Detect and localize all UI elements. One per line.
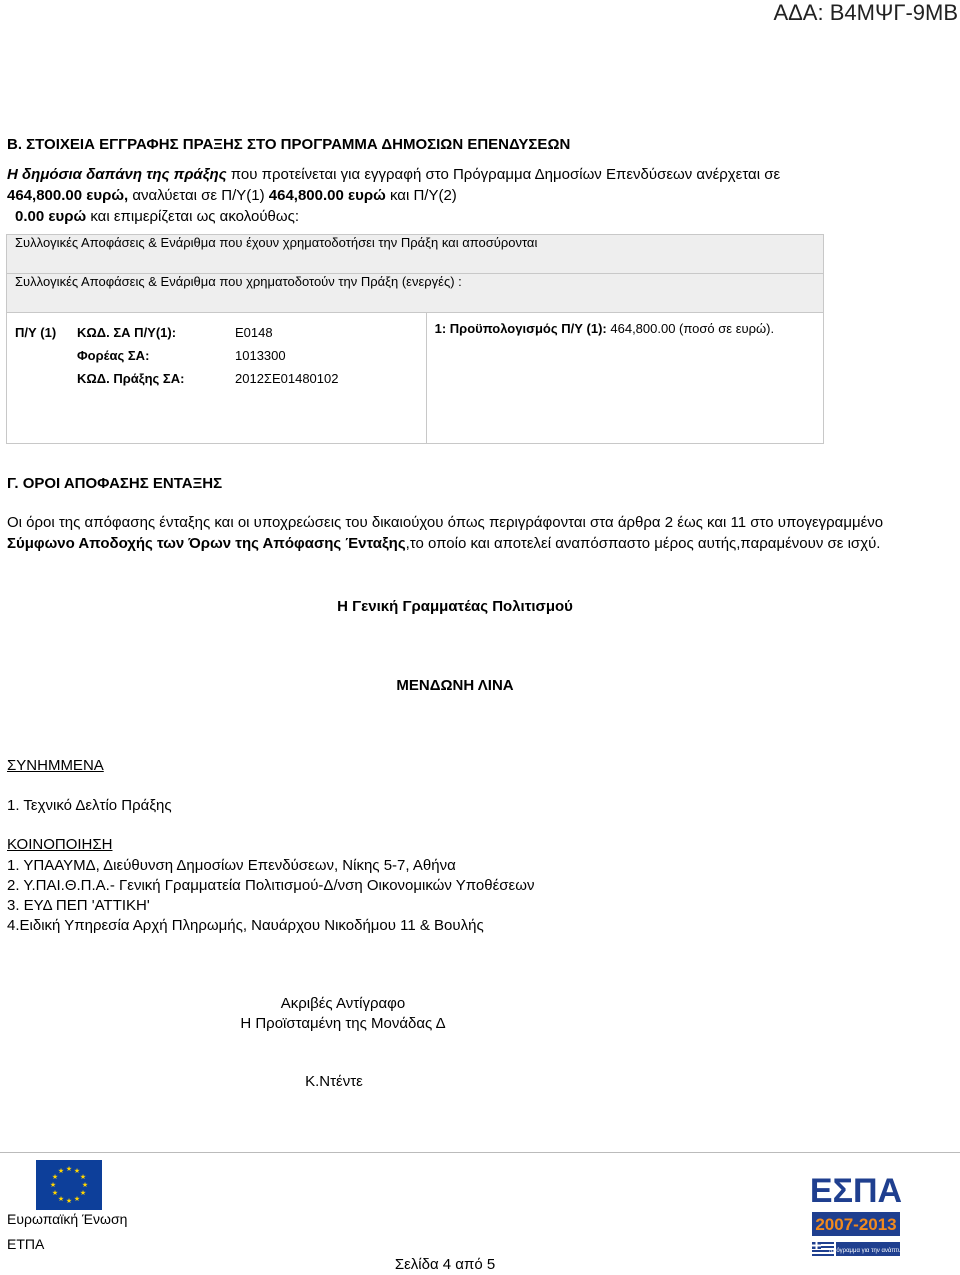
certified-signer: Κ.Ντέντε [305,1073,363,1090]
section-b-title: Β. ΣΤΟΙΧΕΙΑ ΕΓΓΡΑΦΗΣ ΠΡΑΞΗΣ ΣΤΟ ΠΡΟΓΡΑΜΜΑ ΔΗΜΟΣΙΩΝ ΕΠΕΝΔΥΣΕΩΝ [7,136,571,153]
notification-item: 2. Υ.ΠΑΙ.Θ.Π.Α.- Γενική Γραμματεία Πολιτισμού-Δ/νση Οικονομικών Υποθέσεων [7,877,535,894]
svg-text:★: ★ [79,1173,87,1181]
p1-text-4: και επιμερίζεται ως ακολούθως: [86,208,299,225]
svg-text:★: ★ [73,1167,81,1175]
p1-text-2: αναλύεται σε Π/Υ(1) [128,187,269,204]
svg-text:★: ★ [65,1197,73,1205]
code-praxis-value: 2012ΣΕ01480102 [235,371,339,386]
notification-item: 1. ΥΠΑΑΥΜΔ, Διεύθυνση Δημοσίων Επενδύσεων, Νίκης 5-7, Αθήνα [7,857,456,874]
svg-text:★: ★ [81,1181,89,1189]
notification-list [7,856,534,936]
p2-agreement-title: Σύμφωνο Αποδοχής των Όρων της Απόφασης Ένταξης [7,535,406,552]
p1-amount-py2: 0.00 ευρώ [15,208,87,225]
espa-logo-icon [808,1166,904,1270]
row-withdrawn: Συλλογικές Αποφάσεις & Ενάριθμα που έχουν χρηματοδοτήσει την Πράξη και αποσύρονται [7,235,824,274]
budget-cell [426,313,823,444]
row-active: Συλλογικές Αποφάσεις & Ενάριθμα που χρηματοδοτούν την Πράξη (ενεργές) : [7,274,824,313]
foreas-label: Φορέας ΣΑ: [77,348,150,363]
funding-table [6,234,824,444]
attachments-title: ΣΥΝΗΜΜΕΝΑ [7,757,104,774]
section-g-paragraph [7,512,887,554]
page-number: Σελίδα 4 από 5 [394,1256,496,1273]
attachment-item-1: 1. Τεχνικό Δελτίο Πράξης [7,797,172,814]
code-sa-value: Ε0148 [235,325,273,340]
py-label: Π/Υ (1) [15,325,57,340]
etpa-label: ΕΤΠΑ [7,1236,45,1252]
foreas-value: 1013300 [235,348,286,363]
certified-copy [0,994,686,1034]
svg-text:★: ★ [49,1181,57,1189]
section-g-title: Γ. ΟΡΟΙ ΑΠΟΦΑΣΗΣ ΕΝΤΑΞΗΣ [7,475,223,492]
p1-text-3: και Π/Υ(2) [385,187,457,204]
svg-text:★: ★ [65,1165,73,1173]
certified-line-1: Ακριβές Αντίγραφο [280,995,406,1012]
eu-flag-icon [36,1160,102,1210]
p1-amount-py1: 464,800.00 ευρώ [268,187,386,204]
eu-label: Ευρωπαϊκή Ένωση [7,1211,128,1227]
svg-text:★: ★ [51,1173,59,1181]
eu-stars-icon [36,1160,102,1210]
espa-tagline: πρόγραμμα για την ανάπτυξη [828,1248,904,1254]
notification-title: ΚΟΙΝΟΠΟΙΗΣΗ [7,836,113,853]
budget-value: 464,800.00 (ποσό σε ευρώ). [610,321,775,336]
funding-codes-cell [7,313,427,444]
code-sa-label: ΚΩΔ. ΣΑ Π/Υ(1): [77,325,177,340]
espa-years: 2007-2013 [815,1215,897,1234]
svg-text:★: ★ [51,1189,59,1197]
notification-item: 4.Ειδική Υπηρεσία Αρχή Πληρωμής, Ναυάρχου Νικοδήμου 11 & Βουλής [7,917,484,934]
signatory-title: Η Γενική Γραμματέας Πολιτισμού [337,598,573,615]
p1-line-2 [7,206,797,227]
notification-item: 3. ΕΥΔ ΠΕΠ 'ΑΤΤΙΚΗ' [7,897,150,914]
p2-text-2: ,το οποίο και αποτελεί αναπόσπαστο μέρος αυτής,παραμένουν σε ισχύ. [405,535,881,552]
code-praxis-label: ΚΩΔ. Πράξης ΣΑ: [77,371,185,386]
footer-divider [0,1152,960,1153]
ada-code: ΑΔΑ: Β4ΜΨΓ-9ΜΒ [773,0,958,25]
certified-line-2: Η Προϊσταμένη της Μονάδας Δ [240,1015,446,1032]
signatory-name: ΜΕΝΔΩΝΗ ΛΙΝΑ [396,677,514,694]
svg-text:★: ★ [73,1195,81,1203]
p1-amount-total: 464,800.00 ευρώ, [7,187,129,204]
espa-logo-text: ΕΣΠΑ [809,1172,903,1210]
budget-label: 1: Προϋπολογισμός Π/Υ (1): [434,321,607,336]
svg-text:★: ★ [79,1189,87,1197]
p1-text-1: που προτείνεται για εγγραφή στο Πρόγραμμα Δημοσίων Επενδύσεων ανέρχεται σε [226,166,781,183]
section-b-paragraph [7,164,797,227]
public-expense-label: Η δημόσια δαπάνη της πράξης [7,166,227,183]
svg-text:★: ★ [57,1167,65,1175]
p2-text-1: Οι όροι της απόφασης ένταξης και οι υποχρεώσεις του δικαιούχου όπως περιγράφονται στα άρθρα 2 έως και 11 στο υπογεγραμμένο [7,514,884,531]
svg-text:★: ★ [57,1195,65,1203]
